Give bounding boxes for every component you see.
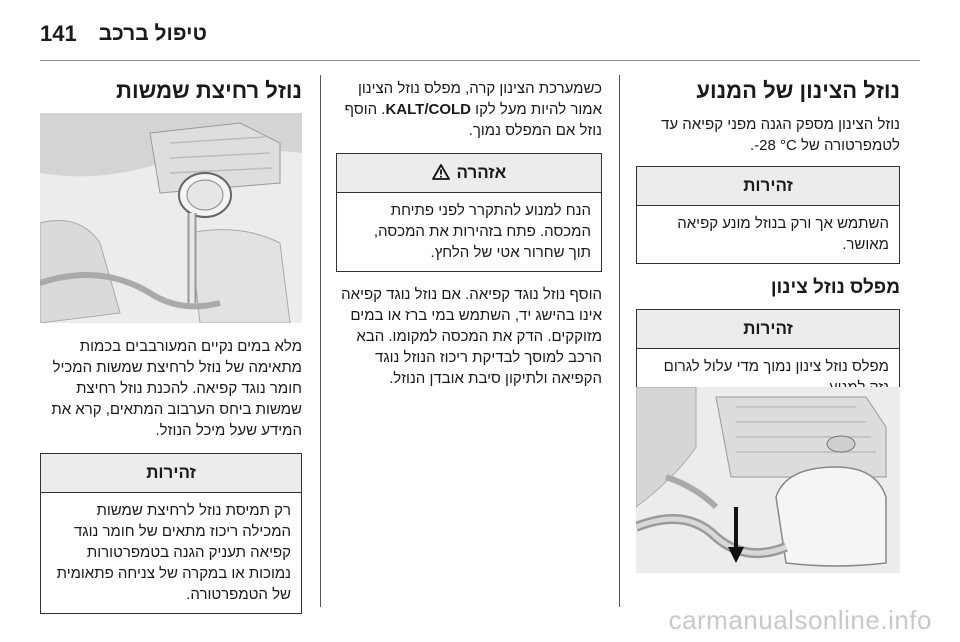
washer-reservoir-illustration bbox=[40, 113, 302, 323]
washer-line: מתאימה של נוזל לרחיצת שמשות המכיל bbox=[52, 359, 302, 376]
section-title: טיפול ברכב bbox=[98, 22, 207, 45]
warning-body bbox=[337, 193, 601, 271]
watermark: carmanualsonline.info bbox=[668, 605, 932, 635]
washer-instructions bbox=[40, 336, 302, 614]
coolant-intro bbox=[636, 114, 900, 156]
coolant-check-line bbox=[336, 99, 602, 120]
washer-line: חומר נוגד קפיאה. להכנת נוזל רחיצת bbox=[76, 380, 302, 397]
coolant-check-line: נוזל אם המפלס נמוך. bbox=[468, 122, 602, 139]
coolant-reservoir-illustration bbox=[636, 387, 900, 573]
coolant-reservoir-photo bbox=[636, 387, 900, 573]
refill-line: הרכב למוסך לבדיקת ריכוז הנוזל נוגד bbox=[375, 349, 602, 366]
warning-label: אזהרה bbox=[456, 163, 507, 182]
washer-line: מלא במים נקיים המעורבבים בכמות bbox=[79, 338, 302, 355]
kalt-cold-mark: KALT/COLD bbox=[385, 101, 471, 118]
warning-triangle-icon bbox=[432, 164, 450, 180]
page-number: 141 bbox=[40, 21, 77, 46]
caution-body bbox=[637, 206, 899, 263]
warning-line: תוך שחרור אטי של הלחץ. bbox=[430, 244, 591, 261]
washer-line: שמשות ביחס הערבוב המתאים, קרא את bbox=[51, 401, 302, 418]
column-divider-right bbox=[619, 75, 620, 607]
warning-box-pressure bbox=[336, 153, 602, 272]
caution-line: קפיאה תעניק הגנה בטמפרטורות bbox=[86, 544, 291, 561]
refill-line: הוסף נוזל נוגד קפיאה. אם נוזל נוגד קפיאה bbox=[341, 286, 602, 303]
caution-line: מאושר. bbox=[842, 236, 889, 253]
page-header bbox=[40, 22, 207, 46]
caution-line: המכילה ריכוז מתאים של חומר נוגד bbox=[73, 523, 291, 540]
coolant-check-text: . הוסף bbox=[344, 101, 386, 118]
caution-line: השתמש אך ורק בנוזל מונע קפיאה bbox=[677, 215, 889, 232]
caution-label: זהירות bbox=[41, 454, 301, 493]
refill-line: הקפיאה ולתיקון סיבת אובדן הנוזל. bbox=[389, 370, 602, 387]
refill-line: מזוקקים. הדק את המכסה למקומו. הבא bbox=[356, 328, 602, 345]
caution-label: זהירות bbox=[637, 310, 899, 349]
coolant-section bbox=[636, 78, 900, 407]
caution-box-antifreeze bbox=[636, 166, 900, 264]
coolant-intro-line: לטמפרטורה של ‎-28 °C. bbox=[749, 137, 900, 154]
coolant-level-section bbox=[336, 78, 602, 389]
caution-line: של הטמפרטורה. bbox=[186, 586, 291, 603]
refill-line: אינו בהישג יד, השתמש במי ברז או במים bbox=[350, 307, 602, 324]
caution-box-washer bbox=[40, 453, 302, 614]
header-divider bbox=[40, 60, 920, 61]
column-divider-left bbox=[320, 75, 321, 607]
washer-title: נוזל רחיצת שמשות bbox=[116, 78, 302, 103]
washer-reservoir-photo bbox=[40, 113, 302, 323]
washer-line: המידע שעל מיכל הנוזל. bbox=[155, 422, 302, 439]
coolant-level-subtitle: מפלס נוזל צינון bbox=[770, 277, 900, 298]
coolant-check-text: אמור להיות מעל לקו bbox=[471, 101, 602, 118]
caution-line: נמוכות או במקרה של צניחה פתאומית bbox=[56, 565, 291, 582]
caution-line: רק תמיסת נוזל לרחיצת שמשות bbox=[96, 502, 291, 519]
warning-line: המכסה. פתח בזהירות את המכסה, bbox=[373, 223, 591, 240]
washer-section bbox=[40, 78, 302, 104]
caution-label: זהירות bbox=[637, 167, 899, 206]
caution-body bbox=[41, 493, 301, 613]
warning-line: הנח למנוע להתקרר לפני פתיחת bbox=[390, 202, 591, 219]
refill-paragraph bbox=[336, 284, 602, 389]
warning-header bbox=[337, 154, 601, 193]
caution-line: מפלס נוזל צינון נמוך מדי עלול לגרום bbox=[663, 358, 889, 375]
coolant-title: נוזל הצינון של המנוע bbox=[696, 78, 900, 103]
coolant-check-line: כשמערכת הצינון קרה, מפלס נוזל הצינון bbox=[357, 80, 602, 97]
coolant-intro-line: נוזל הצינון מספק הגנה מפני קפיאה עד bbox=[661, 116, 900, 133]
